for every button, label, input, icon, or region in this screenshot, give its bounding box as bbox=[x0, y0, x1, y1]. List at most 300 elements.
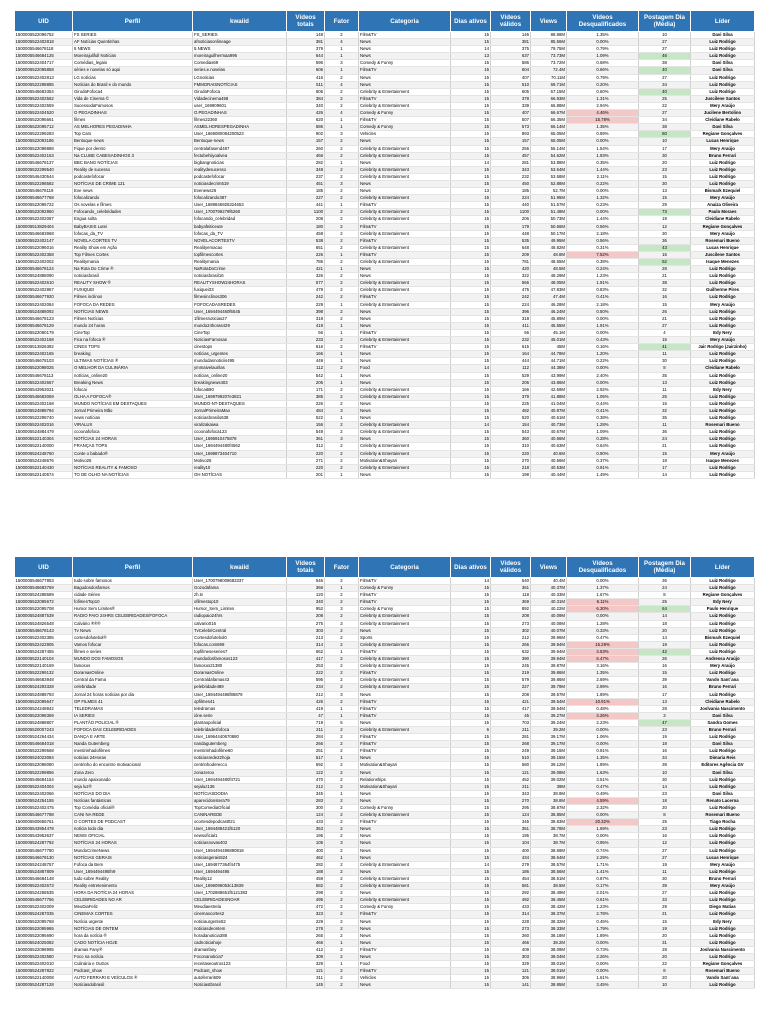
uid-cell: 1500005543953637 bbox=[15, 833, 73, 840]
valid-videos-cell: 520 bbox=[491, 415, 531, 422]
uid-cell: 1500005524826548 bbox=[15, 620, 73, 627]
uid-cell: 1500005524888092 bbox=[15, 308, 73, 315]
daily-posts-cell: 4 bbox=[639, 329, 691, 336]
views-cell: 38.45M bbox=[531, 897, 567, 904]
profile-cell: Na CLUBE CABESADINHOS 3 bbox=[73, 152, 193, 159]
views-cell: 47.4M bbox=[531, 294, 567, 301]
factor-cell: 2 bbox=[325, 32, 359, 39]
uid-cell: 1500005522298885 bbox=[15, 81, 73, 88]
factor-cell: 1 bbox=[325, 471, 359, 478]
factor-cell: 1 bbox=[325, 705, 359, 712]
factor-cell: 1 bbox=[325, 372, 359, 379]
kwaiid-cell: autoferrari609 bbox=[193, 975, 287, 982]
leader-cell: Luiz Rodrigo bbox=[691, 400, 755, 407]
disqualified-cell: 2.78% bbox=[567, 911, 639, 918]
active-days-cell: 15 bbox=[451, 890, 491, 897]
active-days-cell: 15 bbox=[451, 372, 491, 379]
category-cell: Celebrity & Entertainment bbox=[359, 443, 451, 450]
active-days-cell: 15 bbox=[451, 322, 491, 329]
leader-cell: Luiz Rodrigo bbox=[691, 351, 755, 358]
views-cell: 39.94M bbox=[531, 656, 567, 663]
category-cell: Film&TV bbox=[359, 117, 451, 124]
leader-cell: Rosemari Bueno bbox=[691, 968, 755, 975]
table-row bbox=[15, 53, 755, 60]
factor-cell: 2 bbox=[325, 634, 359, 641]
daily-posts-cell: 18 bbox=[639, 797, 691, 804]
uid-cell: 1500005522140000 bbox=[15, 443, 73, 450]
factor-cell: 1 bbox=[325, 648, 359, 655]
uid-cell: 1500005524264434 bbox=[15, 734, 73, 741]
table-row bbox=[15, 833, 755, 840]
active-days-cell: 15 bbox=[451, 216, 491, 223]
disqualified-cell: 2.99% bbox=[567, 684, 639, 691]
uid-cell: 1500005546684018 bbox=[15, 741, 73, 748]
disqualified-cell: 2.32% bbox=[567, 805, 639, 812]
views-cell: 40.07M bbox=[531, 627, 567, 634]
disqualified-cell: 0.00% bbox=[567, 379, 639, 386]
valid-videos-cell: 604 bbox=[491, 67, 531, 74]
profile-cell: TO DE OLHO NA NOTÍCIAS bbox=[73, 471, 193, 478]
profile-cell: Fofocando_celebridades bbox=[73, 209, 193, 216]
active-days-cell: 15 bbox=[451, 670, 491, 677]
active-days-cell: 15 bbox=[451, 634, 491, 641]
total-videos-cell: 484 bbox=[287, 407, 325, 414]
disqualified-cell: 0.00% bbox=[567, 209, 639, 216]
factor-cell: 2 bbox=[325, 748, 359, 755]
valid-videos-cell: 573 bbox=[491, 124, 531, 131]
active-days-cell: 15 bbox=[451, 783, 491, 790]
valid-videos-cell: 615 bbox=[491, 344, 531, 351]
daily-posts-cell: 10 bbox=[639, 982, 691, 989]
kwaiid-cell: cinemaxcortes2 bbox=[193, 911, 287, 918]
total-videos-cell: 462 bbox=[287, 854, 325, 861]
uid-cell: 1500005543954478 bbox=[15, 826, 73, 833]
disqualified-cell: 1.44% bbox=[567, 216, 639, 223]
valid-videos-cell: 121 bbox=[491, 769, 531, 776]
total-videos-cell: 157 bbox=[287, 138, 325, 145]
daily-posts-cell: 20 bbox=[639, 805, 691, 812]
views-cell: 40.66M bbox=[531, 436, 567, 443]
category-cell: Film&TV bbox=[359, 748, 451, 755]
profile-cell: Breaking News bbox=[73, 379, 193, 386]
total-videos-cell: 156 bbox=[287, 422, 325, 429]
valid-videos-cell: 457 bbox=[491, 152, 531, 159]
leader-cell: Luiz Rodrigo bbox=[691, 627, 755, 634]
table-row bbox=[15, 911, 755, 918]
daily-posts-cell: 20 bbox=[639, 932, 691, 939]
views-cell: 54.62M bbox=[531, 152, 567, 159]
disqualified-cell: 0.37% bbox=[567, 457, 639, 464]
valid-videos-cell: 482 bbox=[491, 407, 531, 414]
daily-posts-cell: 36 bbox=[639, 578, 691, 585]
views-cell: 39.86M bbox=[531, 677, 567, 684]
disqualified-cell: 0.33% bbox=[567, 627, 639, 634]
factor-cell: 1 bbox=[325, 358, 359, 365]
active-days-cell: 15 bbox=[451, 259, 491, 266]
total-videos-cell: 416 bbox=[287, 74, 325, 81]
category-cell: News bbox=[359, 769, 451, 776]
profile-cell: séries e novelas só aqui bbox=[73, 67, 193, 74]
disqualified-cell: 1.32% bbox=[567, 195, 639, 202]
profile-cell: Conte o babado® bbox=[73, 450, 193, 457]
active-days-cell: 15 bbox=[451, 719, 491, 726]
kwaiid-cell: User_1669080084200523 bbox=[193, 131, 287, 138]
leader-cell: Luiz Rodrigo bbox=[691, 847, 755, 854]
uid-cell: 1500005522140169 bbox=[15, 663, 73, 670]
profile-cell: mentirinhadofilmes bbox=[73, 748, 193, 755]
total-videos-cell: 577 bbox=[287, 280, 325, 287]
valid-videos-cell: 146 bbox=[491, 32, 531, 39]
total-videos-cell: 265 bbox=[287, 932, 325, 939]
daily-posts-cell: 13 bbox=[639, 379, 691, 386]
total-videos-cell: 323 bbox=[287, 911, 325, 918]
kwaiid-cell: realitydesucesso bbox=[193, 166, 287, 173]
table-row bbox=[15, 755, 755, 762]
views-cell: 66.67M bbox=[531, 110, 567, 117]
kwaiid-cell: Bentoque-news bbox=[193, 138, 287, 145]
valid-videos-cell: 195 bbox=[491, 833, 531, 840]
factor-cell: 2 bbox=[325, 166, 359, 173]
uid-cell: 1500005524888090 bbox=[15, 273, 73, 280]
category-cell: News bbox=[359, 358, 451, 365]
uid-cell: 1500005522402084 bbox=[15, 301, 73, 308]
daily-posts-cell: 11 bbox=[639, 386, 691, 393]
daily-posts-cell: 21 bbox=[639, 911, 691, 918]
total-videos-cell: 366 bbox=[287, 585, 325, 592]
uid-cell: 1500005522298582 bbox=[15, 180, 73, 187]
profile-cell: filmes bbox=[73, 117, 193, 124]
disqualified-cell: 2.69% bbox=[567, 677, 639, 684]
daily-posts-cell: 18 bbox=[639, 457, 691, 464]
leader-cell: Bruno Ferrari bbox=[691, 726, 755, 733]
factor-cell: 2 bbox=[325, 259, 359, 266]
category-cell: News bbox=[359, 400, 451, 407]
valid-videos-cell: 141 bbox=[491, 982, 531, 989]
total-videos-cell: 470 bbox=[287, 776, 325, 783]
table-row bbox=[15, 159, 755, 166]
uid-cell: 1500005546683069 bbox=[15, 393, 73, 400]
disqualified-cell: 0.00% bbox=[567, 329, 639, 336]
factor-cell: 2 bbox=[325, 861, 359, 868]
disqualified-cell: 0.56% bbox=[567, 237, 639, 244]
uid-cell: 1500005522402610 bbox=[15, 280, 73, 287]
leader-cell: Joslvania Nascimento bbox=[691, 946, 755, 953]
leader-cell: Luiz Rodrigo bbox=[691, 88, 755, 95]
daily-posts-cell: 12 bbox=[639, 223, 691, 230]
daily-posts-cell: 25 bbox=[639, 95, 691, 102]
total-videos-cell: 522 bbox=[287, 415, 325, 422]
views-cell: 41.04M bbox=[531, 400, 567, 407]
category-cell: News bbox=[359, 826, 451, 833]
views-cell: 65.05M bbox=[531, 131, 567, 138]
views-cell: 73.72M bbox=[531, 60, 567, 67]
total-videos-cell: 208 bbox=[287, 613, 325, 620]
uid-cell: 1500005524888807 bbox=[15, 719, 73, 726]
kwaiid-cell: Humor_Sem_Limites bbox=[193, 606, 287, 613]
category-cell: Celebrity & Entertainment bbox=[359, 875, 451, 882]
active-days-cell: 15 bbox=[451, 173, 491, 180]
leader-cell: Luiz Rodrigo bbox=[691, 358, 755, 365]
kwaiid-cell: CineTop bbox=[193, 329, 287, 336]
profile-cell: CineTop bbox=[73, 329, 193, 336]
daily-posts-cell: 52 bbox=[639, 259, 691, 266]
category-cell: News bbox=[359, 471, 451, 478]
kwaiid-cell: FMMORAISNOTÍCIAS bbox=[193, 81, 287, 88]
active-days-cell: 13 bbox=[451, 188, 491, 195]
valid-videos-cell: 179 bbox=[491, 223, 531, 230]
daily-posts-cell: 27 bbox=[639, 74, 691, 81]
table-row bbox=[15, 663, 755, 670]
disqualified-cell: 1.89% bbox=[567, 932, 639, 939]
uid-cell: 1500005524293328 bbox=[15, 684, 73, 691]
views-cell: 51.95M bbox=[531, 195, 567, 202]
uid-cell: 1500005522402010 bbox=[15, 961, 73, 968]
views-cell: 38.5M bbox=[531, 883, 567, 890]
category-cell: Celebrity & Entertainment bbox=[359, 812, 451, 819]
factor-cell: 2 bbox=[325, 95, 359, 102]
leader-cell: Luiz Rodrigo bbox=[691, 826, 755, 833]
kwaiid-cell: Meudiaestrela bbox=[193, 904, 287, 911]
views-cell: 38.9M bbox=[531, 790, 567, 797]
valid-videos-cell: 295 bbox=[491, 805, 531, 812]
total-videos-cell: 121 bbox=[287, 968, 325, 975]
disqualified-cell: 0.31% bbox=[567, 244, 639, 251]
profile-cell: NOTÍCIAS 24 HORAS bbox=[73, 436, 193, 443]
views-cell: 39.02M bbox=[531, 776, 567, 783]
table-row bbox=[15, 883, 755, 890]
disqualified-cell: 0.23% bbox=[567, 202, 639, 209]
kwaiid-cell: Centraldafamas43 bbox=[193, 677, 287, 684]
views-cell: 40.56M bbox=[531, 457, 567, 464]
valid-videos-cell: 206 bbox=[491, 379, 531, 386]
views-cell: 66.88M bbox=[531, 102, 567, 109]
daily-posts-cell: 20 bbox=[639, 975, 691, 982]
disqualified-cell: 2.23% bbox=[567, 719, 639, 726]
uid-cell: 1500005546677780 bbox=[15, 847, 73, 854]
category-cell: Celebrity & Entertainment bbox=[359, 684, 451, 691]
total-videos-cell: 47 bbox=[287, 712, 325, 719]
valid-videos-cell: 543 bbox=[491, 429, 531, 436]
disqualified-cell: 6.30% bbox=[567, 606, 639, 613]
daily-posts-cell: 15 bbox=[639, 173, 691, 180]
category-cell: Film&TV bbox=[359, 648, 451, 655]
kwaiid-cell: User_1694494480f4562 bbox=[193, 443, 287, 450]
profile-cell: FOFOCA DAS CELEBRIDADES bbox=[73, 726, 193, 733]
kwaiid-cell: User_1689846925324653 bbox=[193, 202, 287, 209]
kwaiid-cell: telebridadesfofoca bbox=[193, 726, 287, 733]
total-videos-cell: 592 bbox=[287, 762, 325, 769]
disqualified-cell: 4.46% bbox=[567, 110, 639, 117]
table-row bbox=[15, 620, 755, 627]
active-days-cell: 15 bbox=[451, 266, 491, 273]
column-header-valid-videos: Vídeos válidos bbox=[491, 11, 531, 32]
uid-cell: 1500005522095965 bbox=[15, 925, 73, 932]
table-row bbox=[15, 67, 755, 74]
uid-cell: 1500005522402818 bbox=[15, 39, 73, 46]
factor-cell: 2 bbox=[325, 209, 359, 216]
table-row bbox=[15, 890, 755, 897]
total-videos-cell: 606 bbox=[287, 88, 325, 95]
factor-cell: 2 bbox=[325, 925, 359, 932]
disqualified-cell: 1.35% bbox=[567, 670, 639, 677]
profile-cell: Culinária e Outros bbox=[73, 961, 193, 968]
active-days-cell: 15 bbox=[451, 415, 491, 422]
leader-cell: Luiz Rodrigo bbox=[691, 953, 755, 960]
category-cell: Celebrity & Entertainment bbox=[359, 620, 451, 627]
daily-posts-cell: 11 bbox=[639, 351, 691, 358]
kwaiid-cell: mundo24horas429 bbox=[193, 322, 287, 329]
uid-cell: 1500005543953021 bbox=[15, 386, 73, 393]
uid-cell: 1500005522402475 bbox=[15, 805, 73, 812]
daily-posts-cell: 33 bbox=[639, 897, 691, 904]
profile-cell: FRANÇAS TOPS bbox=[73, 443, 193, 450]
daily-posts-cell: 28 bbox=[639, 266, 691, 273]
kwaiid-cell: noticiasrede22hoja bbox=[193, 755, 287, 762]
valid-videos-cell: 303 bbox=[491, 953, 531, 960]
daily-posts-cell: 20 bbox=[639, 159, 691, 166]
leader-cell: Cleidiane Rabelo bbox=[691, 698, 755, 705]
daily-posts-cell: 29 bbox=[639, 904, 691, 911]
disqualified-cell: 2.40% bbox=[567, 372, 639, 379]
table-row bbox=[15, 450, 755, 457]
leader-cell: Luiz Rodrigo bbox=[691, 613, 755, 620]
kwaiid-cell: horadanoticia388 bbox=[193, 932, 287, 939]
disqualified-cell: 1.35% bbox=[567, 124, 639, 131]
disqualified-cell: 0.48% bbox=[567, 705, 639, 712]
daily-posts-cell: 15 bbox=[639, 450, 691, 457]
total-videos-cell: 479 bbox=[287, 287, 325, 294]
valid-videos-cell: 581 bbox=[491, 883, 531, 890]
total-videos-cell: 381 bbox=[287, 39, 325, 46]
active-days-cell: 15 bbox=[451, 826, 491, 833]
active-days-cell: 14 bbox=[451, 578, 491, 585]
valid-videos-cell: 579 bbox=[491, 677, 531, 684]
total-videos-cell: 283 bbox=[287, 797, 325, 804]
daily-posts-cell: 30 bbox=[639, 875, 691, 882]
profile-cell: mundo apaixonado bbox=[73, 776, 193, 783]
kwaiid-cell: fofocalizando387 bbox=[193, 195, 287, 202]
leader-cell: Isaque Menezes bbox=[691, 259, 755, 266]
kwaiid-cell: centralafasend487 bbox=[193, 145, 287, 152]
daily-posts-cell: 21 bbox=[639, 443, 691, 450]
factor-cell: 1 bbox=[325, 124, 359, 131]
total-videos-cell: 398 bbox=[287, 308, 325, 315]
profile-cell: OP FILMES 41 bbox=[73, 698, 193, 705]
kwaiid-cell: Reality12 bbox=[193, 875, 287, 882]
leader-cell: Luiz Rodrigo bbox=[691, 783, 755, 790]
daily-posts-cell: 15 bbox=[639, 251, 691, 258]
disqualified-cell: 1.31% bbox=[567, 95, 639, 102]
views-cell: 45.01M bbox=[531, 337, 567, 344]
daily-posts-cell: 29 bbox=[639, 202, 691, 209]
factor-cell: 2 bbox=[325, 670, 359, 677]
uid-cell: 1500005522140104 bbox=[15, 656, 73, 663]
daily-posts-cell: 16 bbox=[639, 294, 691, 301]
factor-cell: 2 bbox=[325, 613, 359, 620]
kwaiid-cell: breakingnews403 bbox=[193, 379, 287, 386]
kwaiid-cell: User_1694494480f4721 bbox=[193, 776, 287, 783]
profile-cell: NOTÍCIAS 24 HORAS bbox=[73, 840, 193, 847]
total-videos-cell: 662 bbox=[287, 648, 325, 655]
profile-cell: CINES TOPS bbox=[73, 344, 193, 351]
total-videos-cell: 212 bbox=[287, 691, 325, 698]
uid-cell: 1500005524025082 bbox=[15, 939, 73, 946]
uid-cell: 1500005522402667 bbox=[15, 379, 73, 386]
kwaiid-cell: noticiasnovas402 bbox=[193, 840, 287, 847]
kwaiid-cell: O.PEGADINHAS bbox=[193, 110, 287, 117]
table-row bbox=[15, 961, 755, 968]
uid-cell: 1500005522402002 bbox=[15, 259, 73, 266]
disqualified-cell: 0.90% bbox=[567, 450, 639, 457]
views-cell: 38.69M bbox=[531, 847, 567, 854]
category-cell: News bbox=[359, 180, 451, 187]
total-videos-cell: 517 bbox=[287, 755, 325, 762]
disqualified-cell: 0.73% bbox=[567, 946, 639, 953]
profile-cell: DANÇA E ARTE bbox=[73, 734, 193, 741]
daily-posts-cell: 14 bbox=[639, 471, 691, 478]
factor-cell: 2 bbox=[325, 726, 359, 733]
views-cell: 40.33M bbox=[531, 592, 567, 599]
spreadsheet-section-2 bbox=[14, 556, 754, 989]
table-row bbox=[15, 351, 755, 358]
category-cell: Celebrity & Entertainment bbox=[359, 422, 451, 429]
category-cell: News bbox=[359, 939, 451, 946]
category-cell: Vehicles bbox=[359, 131, 451, 138]
factor-cell: 2 bbox=[325, 776, 359, 783]
category-cell: Comedy & Funny bbox=[359, 124, 451, 131]
views-cell: 39.27M bbox=[531, 712, 567, 719]
leader-cell: Luiz Rodrigo bbox=[691, 897, 755, 904]
active-days-cell: 15 bbox=[451, 209, 491, 216]
leader-cell: Luiz Rodrigo bbox=[691, 833, 755, 840]
active-days-cell: 14 bbox=[451, 46, 491, 53]
disqualified-cell: 0.00% bbox=[567, 138, 639, 145]
valid-videos-cell: 448 bbox=[491, 230, 531, 237]
uid-cell: 1500005546683769 bbox=[15, 585, 73, 592]
views-cell: 52.7M bbox=[531, 188, 567, 195]
category-cell: Film&TV bbox=[359, 344, 451, 351]
factor-cell: 2 bbox=[325, 677, 359, 684]
daily-posts-cell: 27 bbox=[639, 39, 691, 46]
leader-cell: Rosemari Bueno bbox=[691, 237, 755, 244]
table-row bbox=[15, 670, 755, 677]
views-cell: 38.7M bbox=[531, 833, 567, 840]
disqualified-cell: 1.63% bbox=[567, 769, 639, 776]
views-cell: 39.12M bbox=[531, 762, 567, 769]
category-cell: News bbox=[359, 627, 451, 634]
views-cell: 40.53M bbox=[531, 464, 567, 471]
kwaiid-cell: User_1694877364f4475 bbox=[193, 861, 287, 868]
views-cell: 39.15M bbox=[531, 748, 567, 755]
leader-cell: Luiz Rodrigo bbox=[691, 932, 755, 939]
valid-videos-cell: 220 bbox=[491, 450, 531, 457]
category-cell: News bbox=[359, 415, 451, 422]
table-row bbox=[15, 748, 755, 755]
leader-cell: Paulo Moraes bbox=[691, 209, 755, 216]
total-videos-cell: 222 bbox=[287, 670, 325, 677]
kwaiid-cell: FOFOCADASREDES bbox=[193, 301, 287, 308]
valid-videos-cell: 540 bbox=[491, 578, 531, 585]
table-row bbox=[15, 578, 755, 585]
profile-cell: mundo 24 horas bbox=[73, 322, 193, 329]
category-cell: News bbox=[359, 854, 451, 861]
views-cell: 70.11M bbox=[531, 74, 567, 81]
category-cell: Film&TV bbox=[359, 911, 451, 918]
uid-cell: 1500005522404520 bbox=[15, 110, 73, 117]
factor-cell: 2 bbox=[325, 805, 359, 812]
leader-cell: Luiz Rodrigo bbox=[691, 273, 755, 280]
leader-cell: Regiane Gonçalves bbox=[691, 131, 755, 138]
